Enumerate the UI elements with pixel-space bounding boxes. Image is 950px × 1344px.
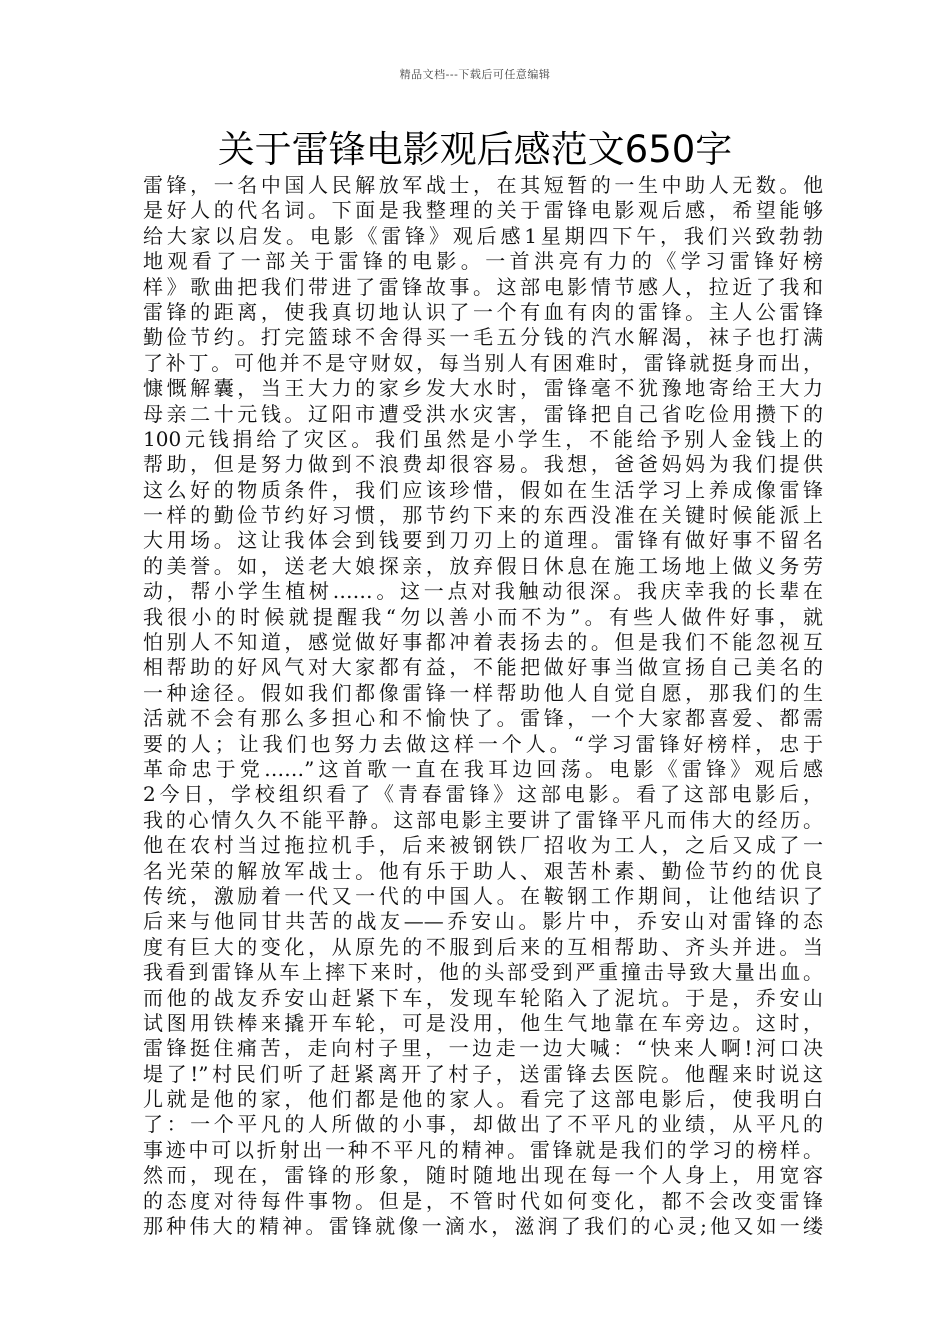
body-line: 而他的战友乔安山赶紧下车，发现车轮陷入了泥坑。于是，乔安山 [143,985,823,1010]
body-line: 了补丁。可他并不是守财奴，每当别人有困难时，雷锋就挺身而出， [143,350,823,375]
body-line: 事迹中可以折射出一种不平凡的精神。雷锋就是我们的学习的榜样。 [143,1137,823,1162]
body-line: 雷锋挺住痛苦，走向村子里，一边走一边大喊：“快来人啊!河口决 [143,1036,823,1061]
body-line: 我的心情久久不能平静。这部电影主要讲了雷锋平凡而伟大的经历。 [143,807,823,832]
body-line: 我很小的时候就提醒我“勿以善小而不为”。有些人做件好事，就 [143,604,823,629]
body-line: 样》歌曲把我们带进了雷锋故事。这部电影情节感人，拉近了我和 [143,274,823,299]
body-line: 我看到雷锋从车上摔下来时，他的头部受到严重撞击导致大量出血。 [143,960,823,985]
body-line: 一样的勤俭节约好习惯，那节约下来的东西没准在关键时候能派上 [143,503,823,528]
body-line: 2今日，学校组织看了《青春雷锋》这部电影。看了这部电影后， [143,782,823,807]
body-line: 是好人的代名词。下面是我整理的关于雷锋电影观后感，希望能够 [143,198,823,223]
body-line: 怕别人不知道，感觉做好事都冲着表扬去的。但是我们不能忽视互 [143,630,823,655]
body-line: 那种伟大的精神。雷锋就像一滴水，滋润了我们的心灵;他又如一缕 [143,1214,823,1239]
body-line: 动，帮小学生植树……。这一点对我触动很深。我庆幸我的长辈在 [143,579,823,604]
body-line: 一种途径。假如我们都像雷锋一样帮助他人自觉自愿，那我们的生 [143,680,823,705]
body-line: 大用场。这让我体会到钱要到刀刃上的道理。雷锋有做好事不留名 [143,528,823,553]
body-line: 儿就是他的家，他们都是他的家人。看完了这部电影后，使我明白 [143,1087,823,1112]
document-title: 关于雷锋电影观后感范文650字 [217,128,733,171]
body-line: 的态度对待每件事物。但是，不管时代如何变化，都不会改变雷锋 [143,1188,823,1213]
body-line: 的美誉。如，送老大娘探亲，放弃假日休息在施工场地上做义务劳 [143,553,823,578]
body-line: 地观看了一部关于雷锋的电影。一首洪亮有力的《学习雷锋好榜 [143,249,823,274]
header-note: 精品文档---下载后可任意编辑 [399,68,551,81]
body-line: 革命忠于党……”这首歌一直在我耳边回荡。电影《雷锋》观后感 [143,756,823,781]
body-line: 要的人；让我们也努力去做这样一个人。“学习雷锋好榜样，忠于 [143,731,823,756]
body-line: 然而，现在，雷锋的形象，随时随地出现在每一个人身上，用宽容 [143,1163,823,1188]
body-line: 后来与他同甘共苦的战友——乔安山。影片中，乔安山对雷锋的态 [143,909,823,934]
body-line: 雷锋的距离，使我真切地认识了一个有血有肉的雷锋。主人公雷锋 [143,299,823,324]
body-line: 母亲二十元钱。辽阳市遭受洪水灾害，雷锋把自己省吃俭用攒下的 [143,401,823,426]
body-line: 慷慨解囊，当王大力的家乡发大水时，雷锋毫不犹豫地寄给王大力 [143,376,823,401]
body-line: 了：一个平凡的人所做的小事，却做出了不平凡的业绩，从平凡的 [143,1112,823,1137]
body-line: 相帮助的好风气对大家都有益，不能把做好事当做宣扬自己美名的 [143,655,823,680]
body-line: 他在农村当过拖拉机手，后来被钢铁厂招收为工人，之后又成了一 [143,833,823,858]
body-line: 活就不会有那么多担心和不愉快了。雷锋，一个大家都喜爱、都需 [143,706,823,731]
body-line: 100元钱捐给了灾区。我们虽然是小学生，不能给予别人金钱上的 [143,426,823,451]
body-line: 这么好的物质条件，我们应该珍惜，假如在生活学习上养成像雷锋 [143,477,823,502]
body-line: 度有巨大的变化，从原先的不服到后来的互相帮助、齐头并进。当 [143,934,823,959]
body-line: 给大家以启发。电影《雷锋》观后感1星期四下午，我们兴致勃勃 [143,223,823,248]
body-line: 试图用铁棒来撬开车轮，可是没用，他生气地靠在车旁边。这时， [143,1010,823,1035]
body-line: 传统，激励着一代又一代的中国人。在鞍钢工作期间，让他结识了 [143,883,823,908]
body-line: 帮助，但是努力做到不浪费却很容易。我想，爸爸妈妈为我们提供 [143,452,823,477]
body-line: 勤俭节约。打完篮球不舍得买一毛五分钱的汽水解渴，袜子也打满 [143,325,823,350]
body-line: 名光荣的解放军战士。他有乐于助人、艰苦朴素、勤俭节约的优良 [143,858,823,883]
body-line: 堤了!”村民们听了赶紧离开了村子，送雷锋去医院。他醒来时说这 [143,1061,823,1086]
body-text [143,173,823,1239]
body-line: 雷锋，一名中国人民解放军战士，在其短暂的一生中助人无数。他 [143,173,823,197]
